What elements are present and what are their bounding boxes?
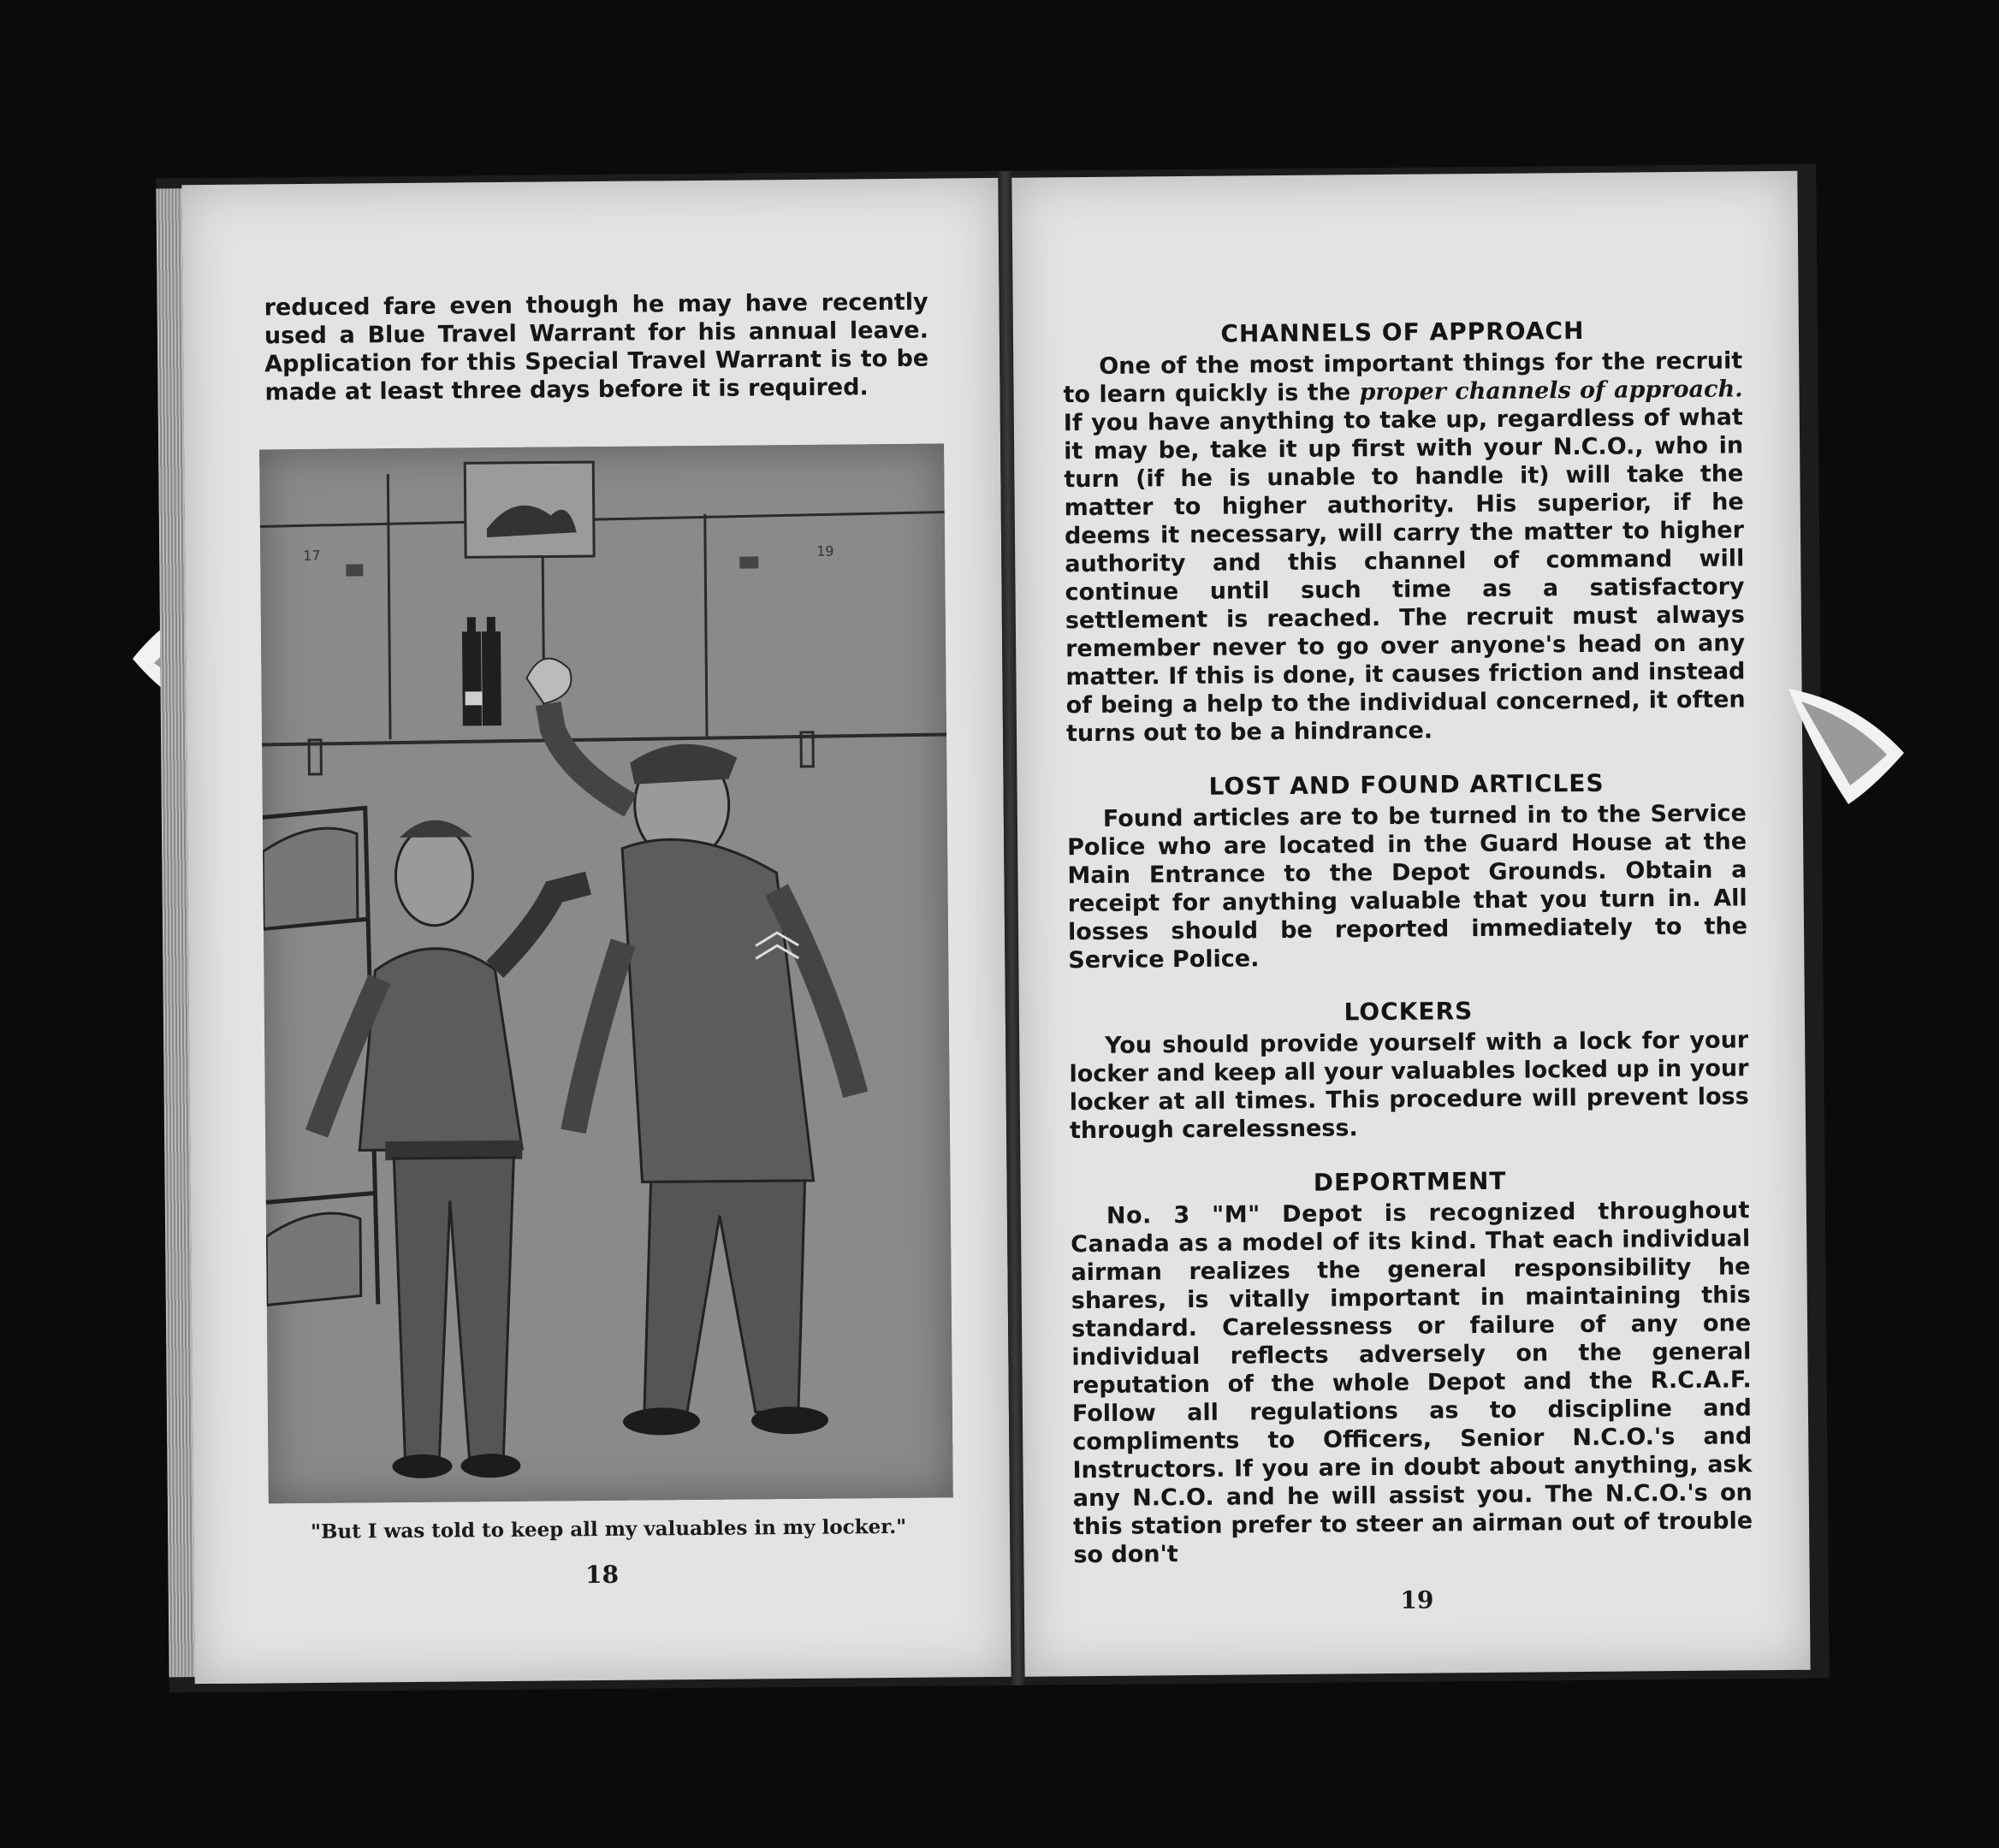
right-clip-icon	[1780, 684, 1908, 813]
channels-emphasis: proper channels of approach.	[1359, 376, 1743, 406]
left-page	[181, 178, 1011, 1684]
heading-channels-of-approach: CHANNELS OF APPROACH	[1220, 316, 1585, 348]
cartoon-caption: "But I was told to keep all my valuables in my locker."	[310, 1514, 907, 1543]
cartoon-illustration	[259, 443, 953, 1503]
left-page-paragraph: reduced fare even though he may have recently used a Blue Travel Warrant for his annual leave. Application for this Special Travel Warrant is to be made at least three days before it is required.	[264, 288, 929, 406]
paragraph-lockers: You should provide yourself with a lock for your locker and keep all your valuables locked up in your locker at all times. This procedure will prevent loss through carelessness.	[1069, 1027, 1749, 1145]
right-page-content	[1063, 315, 1753, 1595]
channels-text-end: If you have anything to take up, regardless of what it may be, take it up first with your N.C.O., who in turn (if he is unable to handle it) will take the matter to higher authority. His superior, if he deems it necessary, will carry the matter to higher authority and this channel of command will continue until such time as a satisfactory settlement is reached. The recruit must always remember never to go over anyone's head on any matter. If this is done, it causes friction and instead of being a help to the individual concerned, it often turns out to be a hindrance.	[1063, 404, 1746, 748]
heading-deportment: DEPORTMENT	[1313, 1166, 1507, 1197]
locker-label-17: 17	[303, 547, 321, 565]
paragraph-channels-of-approach	[1063, 346, 1746, 748]
barracks-cartoon-drawing	[259, 443, 953, 1503]
heading-lockers: LOCKERS	[1344, 997, 1474, 1027]
channels-text-start: One of the most important things for the recruit to learn quickly is the	[1063, 347, 1743, 409]
deportment-emphasis: No. 3 "M" Depot is recognized throughout Canada as a model of its kind.	[1071, 1197, 1751, 1259]
page-number-right: 19	[1400, 1585, 1434, 1614]
paragraph-lost-and-found: Found articles are to be turned in to the Service Police who are located in the Guard House at the Main Entrance to the Depot Grounds. Obtain a receipt for anything valuable that you turn in. All losses should be reported immediately to the Service Police.	[1067, 800, 1748, 974]
paragraph-deportment	[1071, 1196, 1753, 1569]
open-booklet	[156, 164, 1829, 1693]
heading-lost-and-found: LOST AND FOUND ARTICLES	[1208, 768, 1605, 801]
locker-label-19: 19	[816, 542, 834, 560]
deportment-text: That each individual airman realizes the general responsibility he shares, is vitally important in maintaining this standard. Carelessness or failure of any one individual reflects adversely on the general reputation of the whole Depot and the R.C.A.F. Follow all regulations as to discipline and compliments to Officers, Senior N.C.O.'s and Instructors. If you are in doubt about anything, ask any N.C.O. and he will assist you. The N.C.O.'s on this station prefer to steer an airman out of trouble so don't	[1071, 1225, 1753, 1569]
page-number-left: 18	[584, 1560, 620, 1590]
right-page	[1011, 171, 1810, 1677]
